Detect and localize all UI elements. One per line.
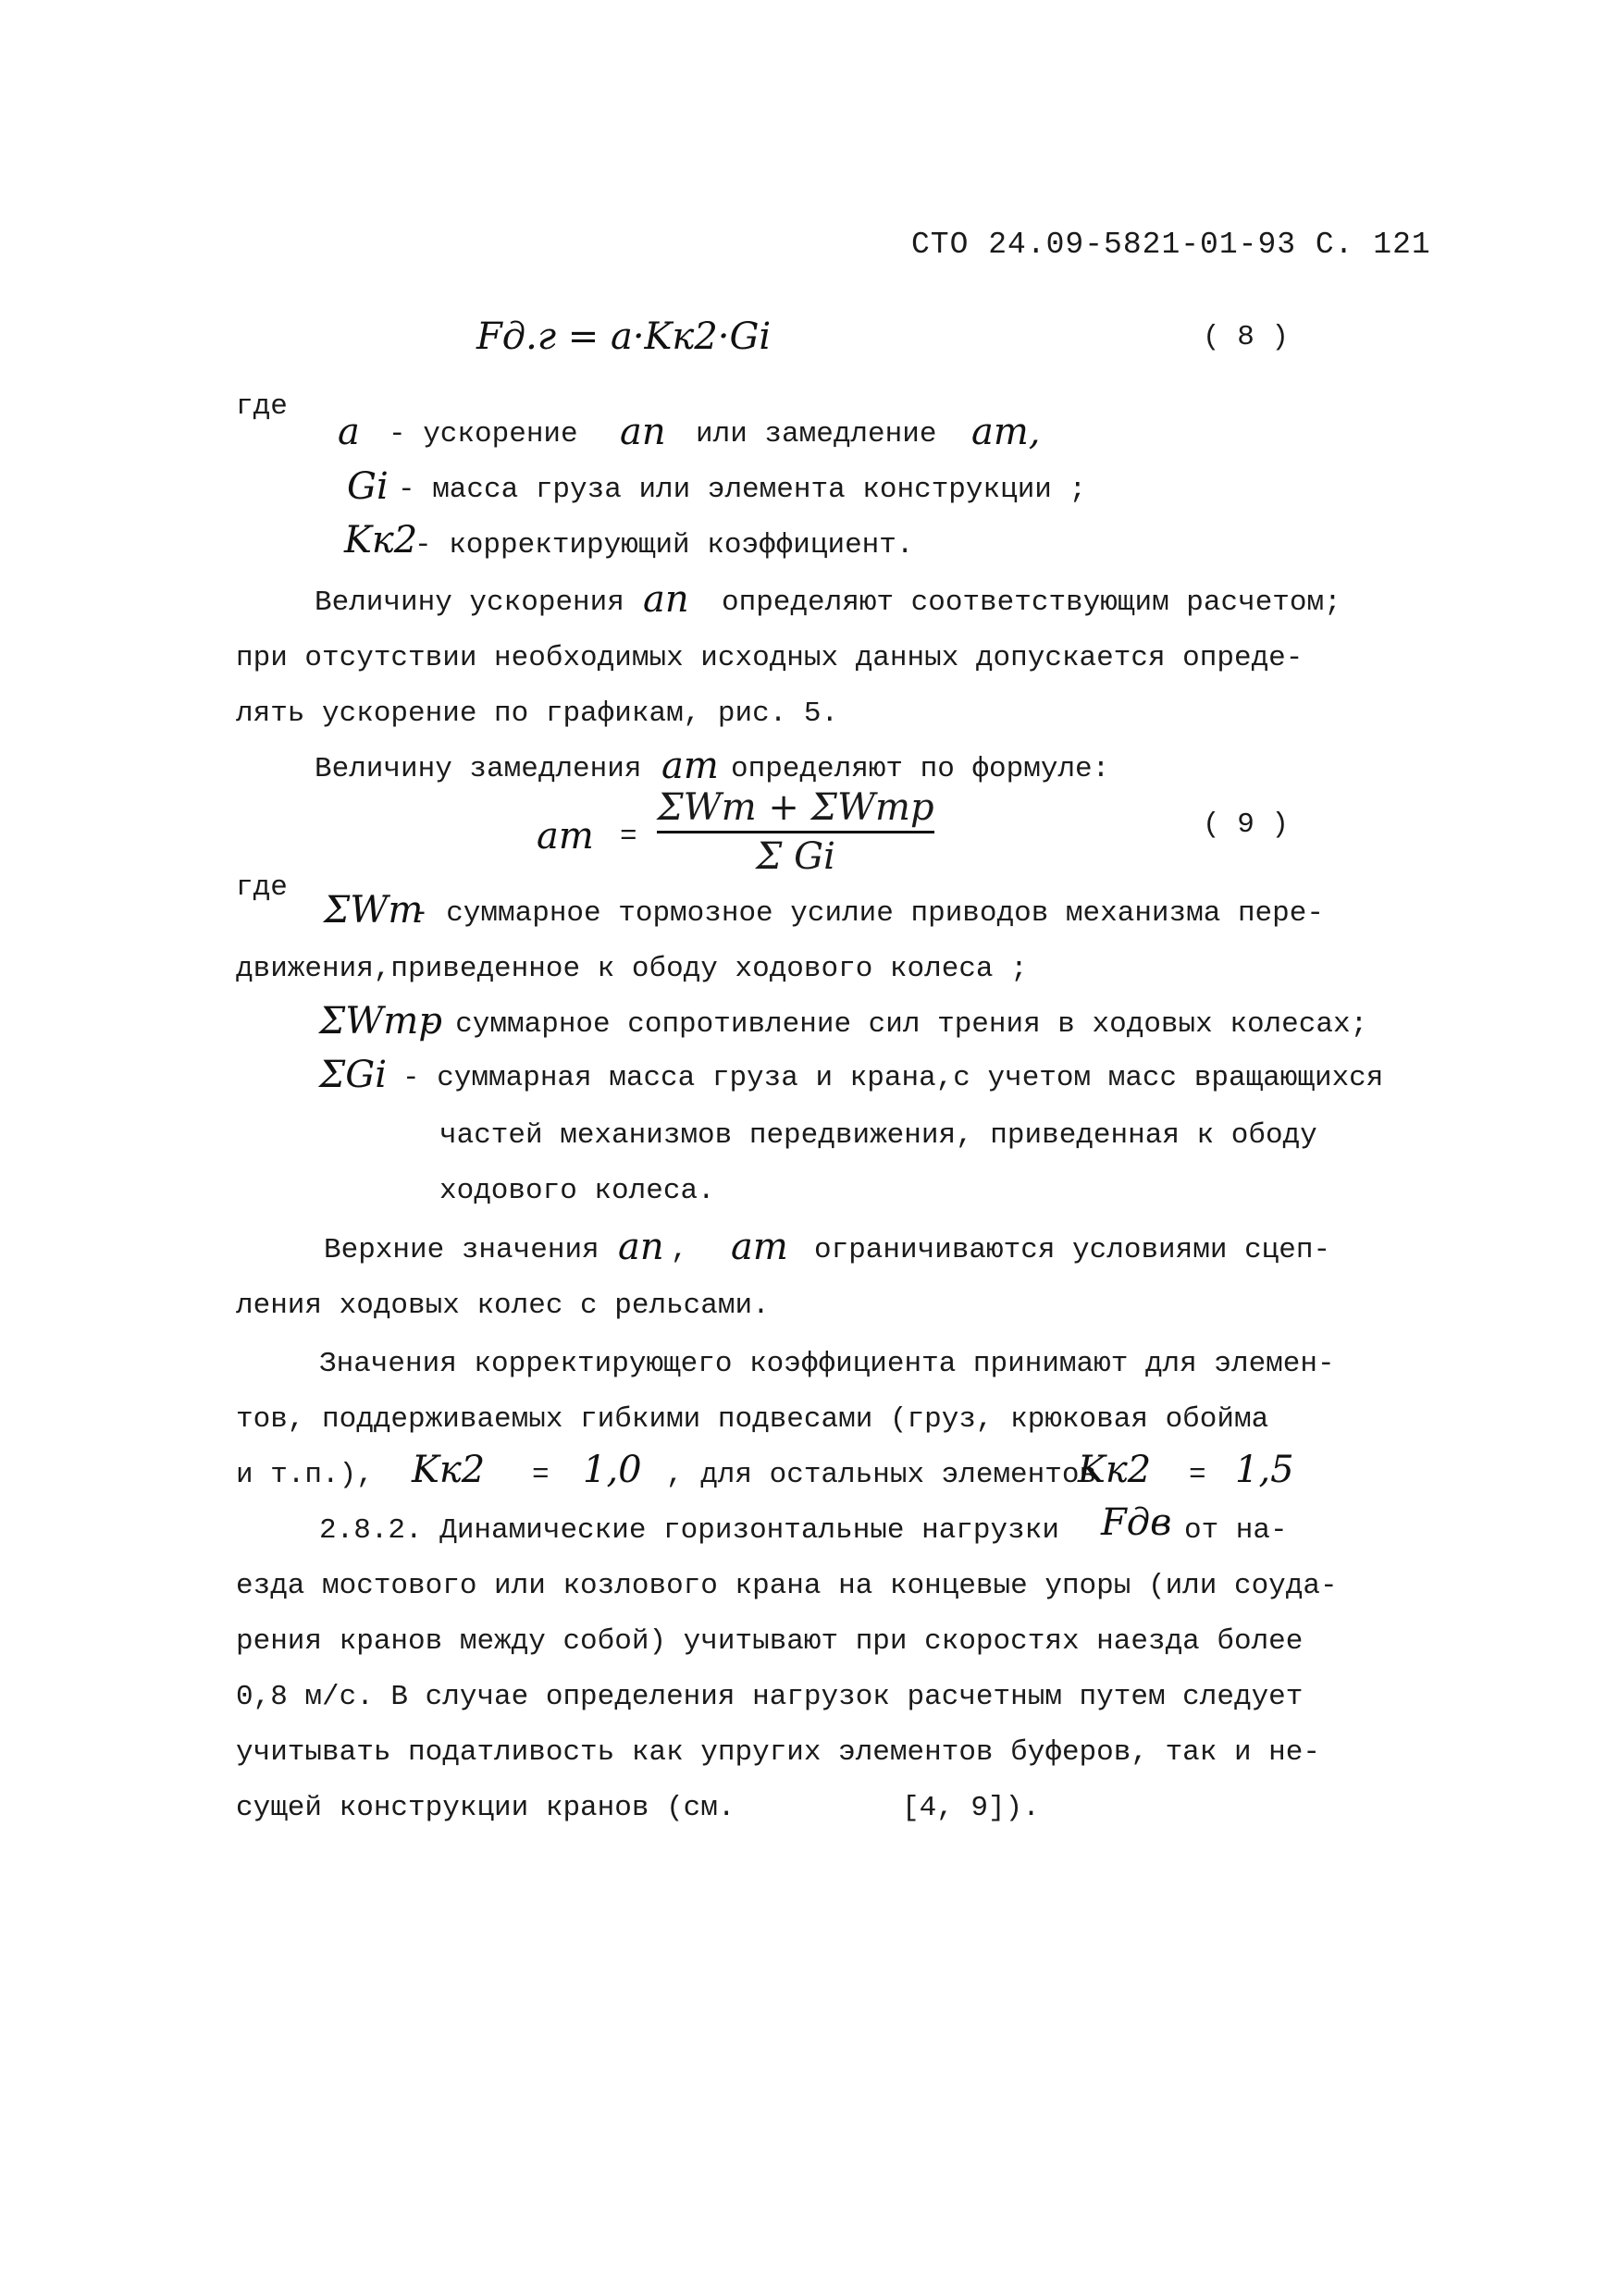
def-text-kk2: - корректирующий коэффициент.	[414, 529, 914, 562]
para5-line3: рения кранов между собой) учитывают при скоростях наезда более	[236, 1625, 1304, 1658]
equation-9-lhs: aт	[537, 815, 594, 858]
equation-9-denominator: Σ Gi	[756, 835, 835, 878]
def2-symbol-wt: ΣWт	[324, 889, 424, 932]
def-text-a: - ускорение	[389, 418, 578, 451]
para4-v2: 1,5	[1235, 1449, 1294, 1491]
para1-line1-a: Величину ускорения	[315, 586, 624, 619]
para3-symbol-an: aп	[618, 1226, 664, 1268]
para5-line6-a: сущей конструкции кранов (см.	[236, 1792, 735, 1824]
equation-8-number: ( 8 )	[1203, 321, 1290, 353]
para4-eq1: =	[532, 1459, 550, 1491]
para4-k1: Kк2	[412, 1449, 486, 1491]
para5-line5: учитывать податливость как упругих элементов буферов, так и не-	[236, 1736, 1320, 1769]
para4-v1: 1,0	[583, 1449, 642, 1491]
para4-line3-a: и т.п.),	[236, 1459, 374, 1491]
def-text-gi: - масса груза или элемента конструкции ;	[398, 474, 1087, 506]
fraction-bar	[657, 831, 934, 833]
equation-9-fraction	[657, 786, 934, 878]
para5-line6-b: [4, 9]).	[902, 1792, 1040, 1824]
equation-9-number: ( 9 )	[1203, 809, 1290, 841]
def2-text-gi-a: - суммарная масса груза и крана,с учетом масс вращающихся	[402, 1062, 1384, 1094]
def-symbol-a: a	[338, 411, 360, 453]
def-text-or: или замедление	[696, 418, 937, 451]
def2-text-gi-b: частей механизмов передвижения, приведенная к ободу	[439, 1119, 1317, 1152]
def2-text-wtr: - суммарное сопротивление сил трения в ходовых колесах;	[421, 1008, 1368, 1041]
where-label-2: где	[236, 871, 288, 904]
para4-k2: Kк2	[1078, 1449, 1152, 1491]
para2-b: определяют по формуле:	[731, 753, 1110, 785]
def-symbol-at: aт,	[971, 411, 1041, 453]
para5-line4: 0,8 м/с. В случае определения нагрузок расчетным путем следует	[236, 1681, 1304, 1713]
para5-line1-a: 2.8.2. Динамические горизонтальные нагрузки	[319, 1514, 1059, 1547]
def-symbol-kk2: Kк2	[344, 519, 418, 562]
equation-9-equals: =	[620, 821, 637, 853]
para4-line2: тов, поддерживаемых гибкими подвесами (груз, крюковая обойма	[236, 1403, 1269, 1436]
para4-eq2: =	[1189, 1459, 1206, 1491]
def2-symbol-wtr: ΣWтр	[319, 1000, 442, 1043]
def-symbol-gi: Gi	[347, 465, 389, 508]
para4-line3-b: , для остальных элементов	[666, 1459, 1097, 1491]
para5-symbol: Fдв	[1101, 1501, 1172, 1544]
para4-line1: Значения корректирующего коэффициента принимают для элемен-	[319, 1348, 1335, 1380]
para3-a: Верхние значения	[324, 1234, 599, 1266]
para3-b: ограничиваются условиями сцеп-	[814, 1234, 1331, 1266]
para3-symbol-at: aт	[731, 1226, 788, 1268]
para5-line2: езда мостового или козлового крана на концевые упоры (или соуда-	[236, 1570, 1338, 1602]
def2-text-wt-a: - суммарное тормозное усилие приводов механизма пере-	[412, 897, 1324, 930]
para1-line2: при отсутствии необходимых исходных данных допускается опреде-	[236, 642, 1304, 674]
para1-line3: лять ускорение по графикам, рис. 5.	[236, 697, 839, 730]
equation-9-numerator: ΣWт + ΣWтр	[657, 786, 934, 829]
para1-line1-b: определяют соответствующим расчетом;	[722, 586, 1341, 619]
document-header: СТО 24.09-5821-01-93 С. 121	[911, 228, 1431, 262]
para1-symbol: aп	[643, 578, 689, 621]
def-symbol-an: aп	[620, 411, 666, 453]
para5-line1-b: от на-	[1184, 1514, 1288, 1547]
para3-line2: ления ходовых колес с рельсами.	[236, 1290, 770, 1322]
where-label-1: где	[236, 390, 288, 423]
def2-text-wt-b: движения,приведенное к ободу ходового колеса ;	[236, 953, 1028, 985]
para2-symbol: aт	[661, 745, 719, 787]
equation-8-formula: Fд.г = a·Kк2·Gi	[476, 315, 772, 358]
para3-comma: ,	[671, 1234, 688, 1266]
para2-a: Величину замедления	[315, 753, 642, 785]
def2-symbol-gi: ΣGi	[319, 1054, 388, 1096]
def2-text-gi-c: ходового колеса.	[439, 1175, 715, 1207]
